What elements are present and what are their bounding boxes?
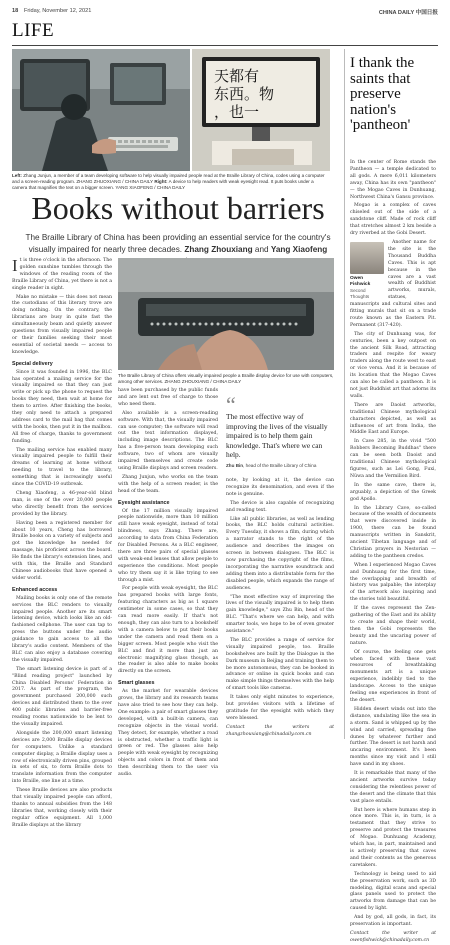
author-box [350, 242, 384, 300]
author-name: Owen Fishwick [350, 275, 371, 287]
section-title: LIFE [12, 20, 55, 41]
author-photo [350, 242, 384, 274]
photo-coder-at-computer [12, 49, 190, 171]
headline: Books without barriers [31, 190, 325, 226]
subhead-eyesight-assistance: Eyesight assistance [118, 499, 170, 506]
column-divider [344, 49, 345, 739]
subhead-enhanced-access: Enhanced access [12, 586, 58, 593]
issue-date: Friday, November 12, 2021 [24, 8, 92, 14]
pull-quote [226, 392, 334, 469]
quote-mark-icon: “ [226, 392, 236, 417]
article-column-1: It is three o'clock in the afternoon. The golden sunshine tumbles through the windows of the reading room of the Braille Library of China, yet there is not a single reader in sight. Make no mistake — this does not mean the custodians of this literary trove are doing nothing. On the contrary, the librarians are busy in quite fast the simultaneously beam and quietly answer questions from visually impaired people or their families seeking their most essential of societal needs — access to knowledge. Special delivery Since it was founded in 1996, the BLC has operated a mailing service for the visually impaired so that they can just write or pick up the phone to request the books they need, then wait at home for them to arrive. After finishing the books, they only need to attach a prepared address card to the mail bag that comes with the books, then put it in the mailbox. All free of charge, thanks to government funding. The mailing service has enabled many visually impaired people to fulfill their dreams of learning at home without needing to travel to the library, something that is increasingly useful since the COVID-19 outbreak. Cheng Xiaofeng, a 46-year-old blind man, is one of the over 20,000 people who directly benefit from the services provided by the library. Having been a registered member for about 10 years, Cheng has borrowed Braille books on a variety of subjects and got the knowledge he needed for massage, his proficient across the board. He finds the library's extension lines, and with this, the Braille and Standard Chinese audiobooks that have opened a wider world. Enhanced access Mailing books is only one of the remote services the BLC renders to visually impaired people. Another are its smart listening device, which looks like an old-fashioned cellphone. The user can tap to press the buttons under the audio guidance to gain access to all the library's audio content. Members of the BLC can also enjoy a database covering the visually impaired. The smart listening device is part of a "Blind reading project" launched by China Disabled Persons' Federation in 2017. As part of the program, the government purchased 200,000 such devices and distributed them to the over 400 public libraries and barrier-free reading rooms nationwide to be lent to the visually impaired. Alongside the 200,000 smart listening devices are 2,000 Braille display devices for computers. Unlike a standard computer display, a Braille display uses a row of electronically driven pins, grouped in sets of six, to form Braille dots to translate information from the computer into Braille, one line at a time. These Braille devices are also products that visually impaired people can afford, thanks to annual subsidies from the 148 libraries that, working closely with their regular office equipment. All 1,000 Braille displays at the library [12, 256, 112, 828]
author-column-name: Second Thoughts [350, 287, 370, 299]
pull-quote-attribution: Zhu Bin, head of the Braille Library of China [226, 462, 317, 468]
photo-braille-display [118, 258, 334, 370]
article-column-3: note, by looking at it, the device can recognize its denomination, and even if the note is genuine. The device is also capable of recognizing and reading text. Like all public libraries, as well as lending books, the BLC holds cultural activities. Every Tuesday, it shows a film, during which a narrator stands to the right of the audience and describes the images on screen in between dialogues. The BLC is now purchasing the copyright of the films, incorporating the narrative soundtrack and adding them into a distributable form for the disabled people, which expands the range of audiences. "The most effective way of improving the lives of the visually impaired is to help them gain knowledge," says Zhu Bin, head of the BLC. "That's where we can help, and with smarter tools, we hope to be of even greater assistance." The BLC provides a range of service for visually impaired people, too. Braille bookshelves are built by the Dialogue in the Dark museum in Beijing and training them to be more autonomous, they can be booked in advance or online in quick books and can make simple things themselves with the help of smart tools like cameras. It takes only eight minutes to experience, but provides visitors with a lifetime of gratitude for the eyesight with which they were blessed. Contact the writers at zhangzhouxiang@chinadaily.com.cn [226, 478, 334, 737]
deck: The Braille Library of China has been providing an essential service for the country's visually impaired for nearly three decades. Zhang Zhouxiang and Yang Xiaofeng [25, 233, 331, 254]
pull-quote-text: The most effective way of improving the lives of the visually impaired is to help them gain knowledge. That's where we can help. [226, 412, 328, 460]
section-rule [12, 45, 438, 46]
opinion-contact: Contact the writer at owenfishwick@chinadaily.com.cn [350, 930, 436, 943]
subhead-special-delivery: Special delivery [12, 360, 53, 367]
middle-photo-caption: The Braille Library of China offers visually impaired people a Braille display device for use with computers, among other services. ZHANG ZHOUXIANG / CHINA DAILY [118, 373, 334, 385]
photo-braille-display-art [118, 258, 334, 370]
drop-cap: I [12, 256, 18, 275]
opinion-headline: I thank the saints that preserve nation's 'pantheon' [350, 55, 415, 133]
photo-magnifier-device-art [192, 49, 330, 171]
screen-line-2: 东西。物 [214, 85, 275, 103]
brand-name: CHINA DAILY 中国日报 [378, 10, 438, 16]
photo-coder-at-computer-art [12, 49, 190, 171]
photo-magnifier-device [192, 49, 330, 171]
subhead-smart-glasses: Smart glasses [118, 680, 155, 687]
masthead [12, 6, 438, 18]
top-photos-caption: Left: Zhang Junjun, a member of a team developing software to help visually impaired people read at the Braille Library of China, codes using a computer and a screen-reading program. ZHANG ZHUOXIANG / CHINA DAILY Right: A device to help readers with weak eyesight read. It puts books under a camera that magnifies the text on a bigger screen. YANG XIAOFENG / CHINA DAILY [12, 173, 325, 191]
article-column-2: have been purchased by the public funds and are lent out free of charge to those who need them. Also available is a screen-reading software. With that, the visually impaired can use computer; the software will read out the text information displayed, including image descriptions. The BLC has a five-person team developing such software, two of whom are visually impaired themselves and create code using Braille displays and screen readers. Zhang Junjun, who works on the team with the help of a screen reader, is the head of the team. Eyesight assistance Of the 17 million visually impaired people nationwide, more than 10 million still have weak eyesight, instead of total blindness, says Zhang. There are, according to data from China Federation for Disabled Persons. As a BLC engineer, there are three pairs of special glasses with weak-end lenses that allow people to experience the conditions. Most people who try them say it is like trying to see through a mist. For people with weak eyesight, the BLC has prepared books with large fonts, featuring characters as big as 1 square centimeter in some cases, so that they can read more easily. If that's not enough, they can also turn to a bookshelf with a camera below to put their books under the camera and read them on a bigger screen. Most people who visit the BLC and find it more than just an electronic magnifying glass though, as the reader is also able to make books directly on the screen. Smart glasses As the market for wearable devices grows, the library and its research teams have also tried to see how they can help. One example: a pair of smart glasses they developed, with a built-in camera, can recognize objects in the visual world. They detect, for example, whether a road is obstructed, whether a traffic light is green or red. The glasses also help people with weak eyesight by recognizing objects and colors in front of them and then describing them to the user via audio. [118, 388, 218, 778]
writer-contact: Contact the writers at zhangzhouxiang@chinadaily.com.cn [226, 724, 334, 737]
opinion-column: In the center of Rome stands the Pantheon — a temple dedicated to all gods. A mere 6,011 kilometers away, China has its own "pantheon" — the Mogao Caves in Dunhuang, Northwest China's Gansu province. Mogao is a complex of caves chiseled out of the side of a sandstone cliff. Made of rock cliff that stretches almost 2 km beside a dry riverbed at the Gobi Desert. Owen Fishwick Second Thoughts Another name for the site is the Thousand Buddha Caves. This is apt because in the caves are a vast wealth of Buddhist artworks, murals, statues, manuscripts and cultural sites and fitting murals that sit on a trade route known as the Eastern Pit. Permanent (317-420). The city of Dunhuang was, for centuries, been a key outpost on the ancient Silk Road, attracting traders and respite for weary traders along the route west to east or vice versa. And it is because of its location that the Mogao Caves can also be called a pantheon. It is not just Buddhist art that adorns its walls. There are Daoist artworks, traditional Chinese mythological characters depicted, as well as influences of art from India, the Middle East and Europe. In Cave 285, in the vivid "500 Robbers Becoming Buddhas" there can be seen both Daoist and traditional Chinese mythological figures, such as Lei Gong, Fuxi, Nüwa and the Vermilion Bird. In the same cave, there is, arguably, a depiction of the Greek god Apollo. In the Library Cave, so-called because of the wealth of documents that were discovered inside in 1900, there can be found manuscripts written in Sanskrit, ancient Tibetan language and of Christian prayers in Nestorian — adding to the pantheon credos. When I experienced Mogao Caves and Dunhuang for the first time, the overlapping and breadth of history was palpable; the interplay of the artwork also inspiring and the stories told beautiful. If the caves represent the Zen-gathering of the East and its ability to create and shape their world, then the Gobi represents the beauty and the uncaring power of nature. Of course, the feeling one gets when faced with these vast resources of breathtaking monuments art is a unique experience, indelibly tied to the landscape. Access to the unique feeling one experiences in front of the desert. Hidden desert winds out into the distance, undulating like the sea in a storm. Sand is whipped up by the wind and carried, spreading fine dunes by whatever further and further. The desert is not harsh and uncaring environment. It's been months since my visit and I still have sand in my shoes. It is remarkable that many of the ancient artworks survive today considering the relentless power of the desert and the climate that this vast place entails. But here is where humans step in once more. This is, in turn, is a testament that they strive to preserve and protect the treasures of Mogao. Dunhuang Academy, which has, in part, maintained and is actively preserving that caves and their contents as the generous caretakers. Technology is being used to aid the preservation work, such as 3D modeling, digital scans and special glass panels used to protect the artworks from damage that can be caused by light. And by god, all gods, in fact, its preservation is important. Contact the writer at owenfishwick@chinadaily.com.cn [350, 160, 436, 943]
screen-line-3: ，也一 [214, 103, 260, 121]
page-number: 18 [12, 8, 19, 14]
screen-line-1: 天都有 [214, 67, 260, 85]
